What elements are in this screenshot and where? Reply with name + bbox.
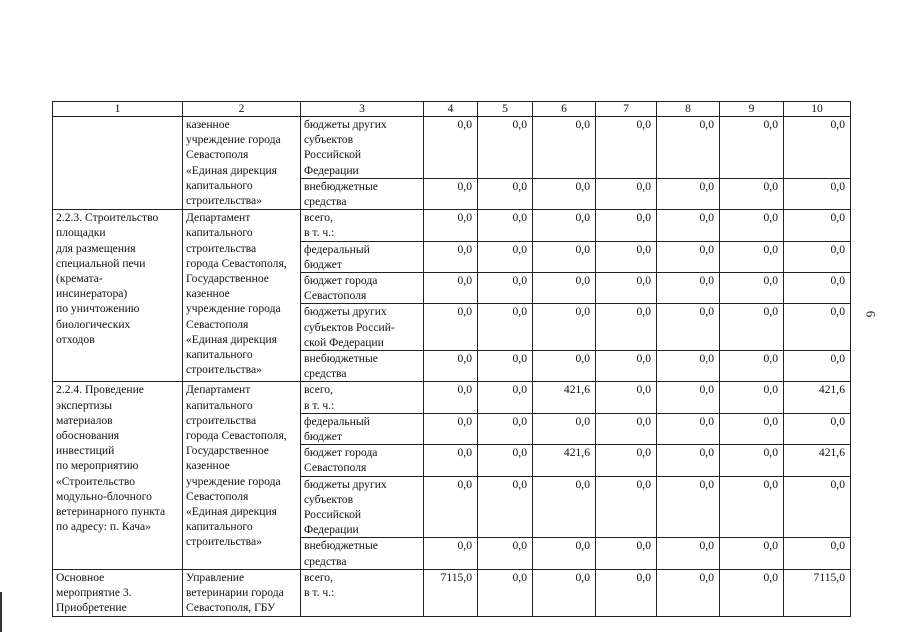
funding-source-cell: бюджеты других субъектов Россий- ской Федерации [301, 304, 424, 351]
value-cell: 0,0 [533, 413, 596, 444]
executor-cell: казенное учреждение города Севастополя «Единая дирекция капитального строительства» [183, 117, 301, 210]
column-header: 4 [424, 102, 478, 117]
value-cell: 0,0 [784, 538, 851, 569]
value-cell: 0,0 [657, 476, 720, 538]
activity-name-cell: Основное мероприятие 3. Приобретение [53, 569, 183, 616]
scan-edge-mark [0, 592, 2, 632]
value-cell: 0,0 [784, 273, 851, 304]
column-header: 10 [784, 102, 851, 117]
value-cell: 0,0 [424, 117, 478, 179]
activity-name-cell: 2.2.3. Строительство площадки для размещения специальной печи (кремата- инсинератора) по уничтожению биологических отходов [53, 210, 183, 382]
value-cell: 0,0 [533, 351, 596, 382]
table-row [53, 382, 851, 413]
value-cell: 0,0 [784, 241, 851, 272]
column-header: 3 [301, 102, 424, 117]
value-cell: 0,0 [657, 304, 720, 351]
value-cell: 0,0 [478, 178, 533, 209]
funding-source-cell: бюджеты других субъектов Российской Федерации [301, 476, 424, 538]
value-cell: 0,0 [478, 476, 533, 538]
value-cell: 0,0 [596, 382, 657, 413]
value-cell: 0,0 [720, 413, 784, 444]
funding-source-cell: бюджет города Севастополя [301, 445, 424, 476]
value-cell: 0,0 [478, 273, 533, 304]
value-cell: 0,0 [533, 210, 596, 241]
value-cell: 0,0 [657, 569, 720, 616]
value-cell: 0,0 [720, 210, 784, 241]
value-cell: 0,0 [424, 241, 478, 272]
activity-name-cell: 2.2.4. Проведение экспертизы материалов обоснования инвестиций по мероприятию «Строительство модульно-блочного ветеринарного пункта по адресу: п. Кача» [53, 382, 183, 569]
value-cell: 0,0 [424, 445, 478, 476]
table-row [53, 117, 851, 179]
value-cell: 0,0 [657, 178, 720, 209]
value-cell: 0,0 [657, 241, 720, 272]
value-cell: 0,0 [720, 445, 784, 476]
value-cell: 0,0 [424, 382, 478, 413]
value-cell: 0,0 [533, 476, 596, 538]
value-cell: 0,0 [424, 273, 478, 304]
value-cell: 0,0 [657, 413, 720, 444]
value-cell: 7115,0 [784, 569, 851, 616]
value-cell: 0,0 [720, 117, 784, 179]
value-cell: 0,0 [596, 241, 657, 272]
funding-source-cell: внебюджетные средства [301, 178, 424, 209]
executor-cell: Департамент капитального строительства города Севастополя, Государственное казенное учреждение города Севастополя «Единая дирекция капитального строительства» [183, 210, 301, 382]
funding-source-cell: всего, в т. ч.: [301, 210, 424, 241]
value-cell: 0,0 [784, 178, 851, 209]
value-cell: 0,0 [424, 351, 478, 382]
column-header: 7 [596, 102, 657, 117]
value-cell: 0,0 [533, 538, 596, 569]
value-cell: 0,0 [657, 382, 720, 413]
value-cell: 0,0 [424, 476, 478, 538]
value-cell: 0,0 [720, 476, 784, 538]
value-cell: 0,0 [596, 117, 657, 179]
value-cell: 421,6 [533, 445, 596, 476]
value-cell: 0,0 [533, 178, 596, 209]
value-cell: 0,0 [596, 569, 657, 616]
page-number: 6 [863, 310, 879, 318]
value-cell: 0,0 [720, 382, 784, 413]
value-cell: 0,0 [533, 304, 596, 351]
column-header: 9 [720, 102, 784, 117]
value-cell: 421,6 [784, 382, 851, 413]
value-cell: 0,0 [478, 569, 533, 616]
value-cell: 0,0 [657, 210, 720, 241]
value-cell: 0,0 [478, 413, 533, 444]
value-cell: 0,0 [533, 241, 596, 272]
value-cell: 0,0 [784, 304, 851, 351]
value-cell: 0,0 [596, 351, 657, 382]
value-cell: 0,0 [657, 538, 720, 569]
value-cell: 421,6 [784, 445, 851, 476]
value-cell: 0,0 [720, 538, 784, 569]
budget-table [52, 101, 851, 617]
value-cell: 0,0 [596, 445, 657, 476]
value-cell: 0,0 [596, 538, 657, 569]
value-cell: 0,0 [784, 210, 851, 241]
value-cell: 0,0 [720, 304, 784, 351]
activity-name-cell [53, 117, 183, 210]
table-row [53, 210, 851, 241]
value-cell: 0,0 [596, 413, 657, 444]
table-row [53, 569, 851, 616]
value-cell: 0,0 [784, 476, 851, 538]
value-cell: 0,0 [720, 351, 784, 382]
funding-source-cell: внебюджетные средства [301, 538, 424, 569]
column-header: 6 [533, 102, 596, 117]
value-cell: 0,0 [657, 351, 720, 382]
value-cell: 0,0 [720, 569, 784, 616]
column-header: 8 [657, 102, 720, 117]
value-cell: 0,0 [478, 210, 533, 241]
value-cell: 0,0 [424, 210, 478, 241]
funding-source-cell: всего, в т. ч.: [301, 569, 424, 616]
value-cell: 0,0 [784, 413, 851, 444]
value-cell: 0,0 [596, 273, 657, 304]
value-cell: 0,0 [478, 351, 533, 382]
funding-source-cell: федеральный бюджет [301, 413, 424, 444]
value-cell: 0,0 [596, 210, 657, 241]
value-cell: 0,0 [478, 538, 533, 569]
value-cell: 0,0 [720, 178, 784, 209]
value-cell: 0,0 [424, 178, 478, 209]
value-cell: 0,0 [720, 241, 784, 272]
value-cell: 0,0 [478, 304, 533, 351]
funding-source-cell: всего, в т. ч.: [301, 382, 424, 413]
value-cell: 0,0 [478, 117, 533, 179]
value-cell: 0,0 [478, 241, 533, 272]
value-cell: 0,0 [424, 304, 478, 351]
value-cell: 0,0 [720, 273, 784, 304]
value-cell: 0,0 [533, 117, 596, 179]
value-cell: 0,0 [657, 273, 720, 304]
value-cell: 0,0 [596, 304, 657, 351]
table-header-row [53, 102, 851, 117]
value-cell: 0,0 [596, 476, 657, 538]
value-cell: 421,6 [533, 382, 596, 413]
column-header: 2 [183, 102, 301, 117]
funding-source-cell: бюджеты других субъектов Российской Федерации [301, 117, 424, 179]
executor-cell: Департамент капитального строительства города Севастополя, Государственное казенное учреждение города Севастополя «Единая дирекция капитального строительства» [183, 382, 301, 569]
value-cell: 0,0 [657, 117, 720, 179]
value-cell: 0,0 [533, 273, 596, 304]
value-cell: 0,0 [657, 445, 720, 476]
table-body [53, 102, 851, 617]
funding-source-cell: внебюджетные средства [301, 351, 424, 382]
value-cell: 0,0 [784, 351, 851, 382]
funding-source-cell: федеральный бюджет [301, 241, 424, 272]
value-cell: 0,0 [478, 445, 533, 476]
funding-source-cell: бюджет города Севастополя [301, 273, 424, 304]
value-cell: 0,0 [596, 178, 657, 209]
executor-cell: Управление ветеринарии города Севастополя, ГБУ [183, 569, 301, 616]
value-cell: 0,0 [424, 538, 478, 569]
value-cell: 7115,0 [424, 569, 478, 616]
value-cell: 0,0 [533, 569, 596, 616]
value-cell: 0,0 [424, 413, 478, 444]
value-cell: 0,0 [784, 117, 851, 179]
column-header: 5 [478, 102, 533, 117]
value-cell: 0,0 [478, 382, 533, 413]
column-header: 1 [53, 102, 183, 117]
